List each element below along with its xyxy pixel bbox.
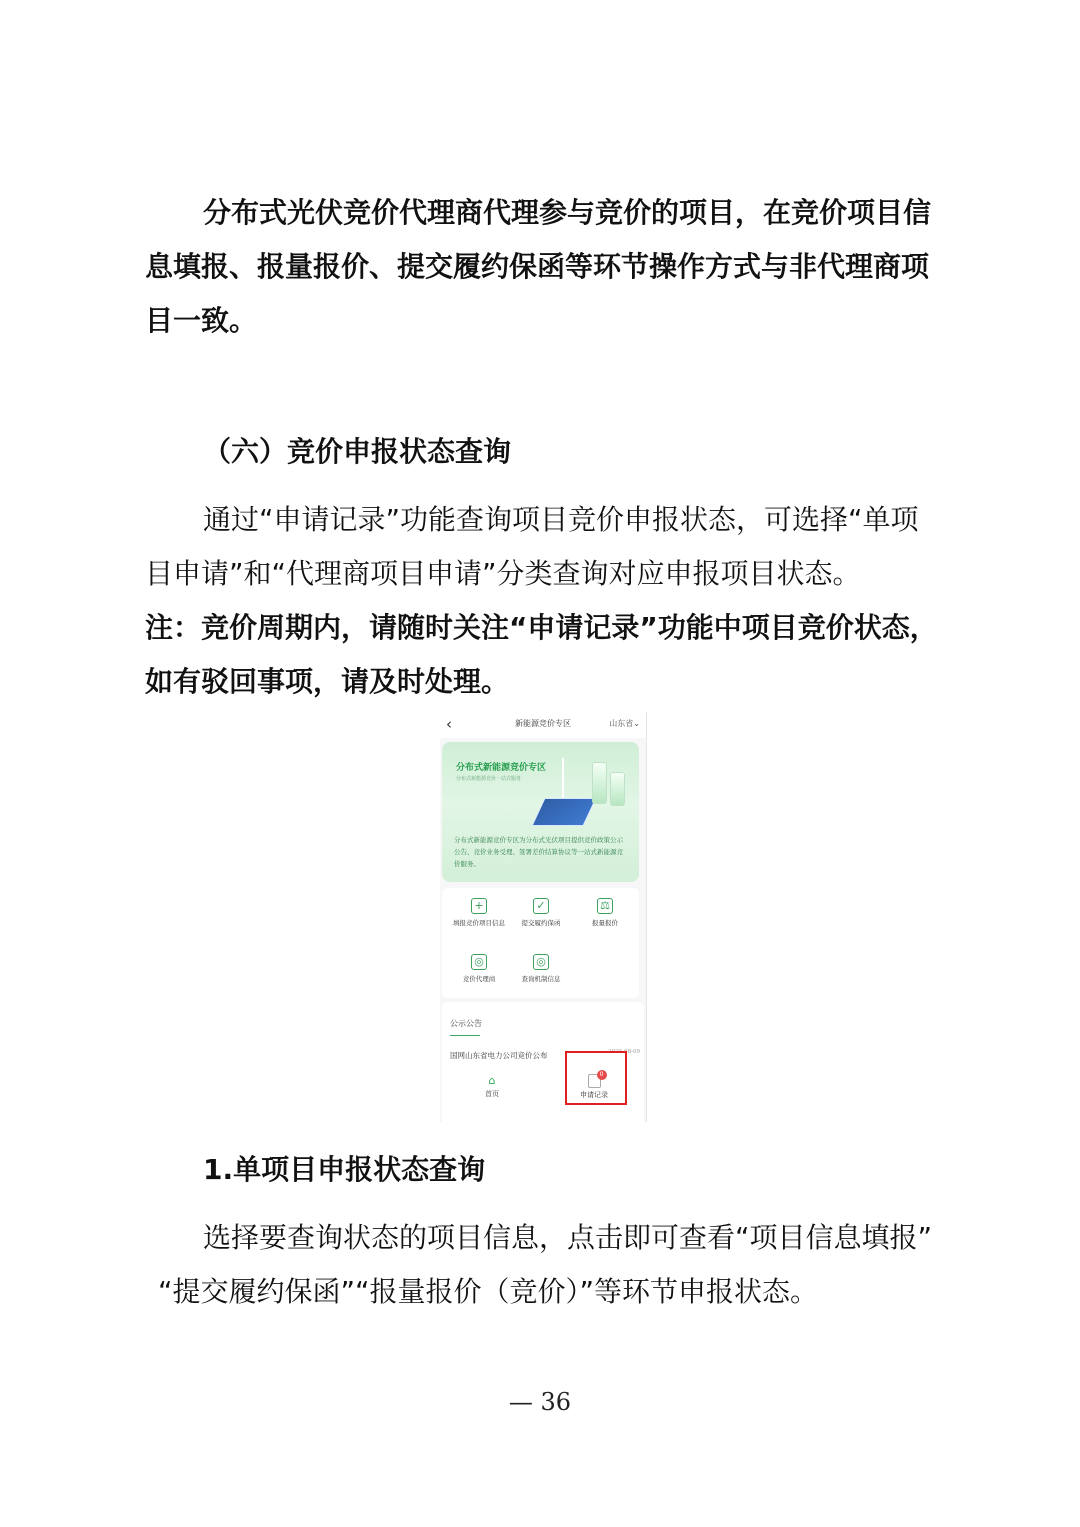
gavel-icon: ⚖ <box>597 898 613 914</box>
banner-title: 分布式新能源竞价专区 <box>456 763 547 773</box>
subsection-body-line2: “提交履约保函”“报量报价（竞价）”等环节申报状态。 <box>158 1275 819 1308</box>
notice-underline <box>450 1035 480 1036</box>
app-title: 新能源竞价专区 <box>515 719 571 728</box>
menu-query-mechanism[interactable]: ◎ 查询机制信息 <box>521 955 561 983</box>
page-number: — 36 <box>508 1388 572 1416</box>
agent-icon: ◎ <box>471 954 487 970</box>
notice-title: 公示公告 <box>450 1019 482 1028</box>
tab-records[interactable]: 0 申请记录 <box>580 1071 608 1099</box>
banner-subtitle: 分布式新能源竞价一站式服务 <box>456 776 522 782</box>
menu-fill-project-info[interactable]: + 填报竞价项目信息 <box>453 899 505 927</box>
intro-paragraph: 分布式光伏竞价代理商代理参与竞价的项目，在竞价项目信息填报、报量报价、提交履约保函等环节操作方式与非代理商项目一致。 <box>145 196 932 337</box>
form-icon: + <box>471 898 487 914</box>
document-check-icon: ✓ <box>533 898 549 914</box>
banner-description: 分布式新能源竞价专区为分布式光伏项目提供竞价政策公示公告、竞价业务受理、签署差价结算协议等一站式新能源竞价服务。 <box>454 836 623 868</box>
app-top-bar <box>440 712 646 738</box>
service-menu <box>442 888 639 998</box>
section-body: 通过“申请记录”功能查询项目竞价申报状态，可选择“单项目申请”和“代理商项目申请”分类查询对应申报项目状态。 <box>145 503 919 590</box>
notice-item[interactable]: 国网山东省电力公司竞价公布 <box>450 1051 548 1060</box>
menu-quote-price[interactable]: ⚖ 报量报价 <box>592 899 618 927</box>
note-paragraph: 注：竞价周期内，请随时关注“申请记录”功能中项目竞价状态，如有驳回事项，请及时处理。 <box>145 611 938 698</box>
region-selector[interactable]: 山东省⌄ <box>609 719 640 728</box>
menu-submit-guarantee[interactable]: ✓ 提交履约保函 <box>521 899 561 927</box>
subsection-heading: 1.单项目申报状态查询 <box>203 1153 486 1186</box>
section-heading: （六）竞价申报状态查询 <box>203 435 512 468</box>
battery-icon <box>592 762 607 804</box>
battery-icon <box>610 772 625 806</box>
wind-turbine-icon <box>562 758 564 798</box>
tab-home[interactable]: ⌂ 首页 <box>462 1074 522 1099</box>
notification-badge: 0 <box>597 1070 607 1080</box>
back-arrow-icon[interactable]: ‹ <box>446 715 452 733</box>
mechanism-icon: ◎ <box>533 954 549 970</box>
records-highlight-box <box>565 1051 627 1105</box>
notice-date: 2025-08-09 <box>608 1049 640 1055</box>
banner <box>442 742 639 882</box>
menu-bidding-agent[interactable]: ◎ 竞价代理商 <box>462 955 496 983</box>
home-icon: ⌂ <box>488 1074 496 1087</box>
subsection-body-line1: 选择要查询状态的项目信息，点击即可查看“项目信息填报” <box>203 1221 933 1254</box>
solar-panel-icon <box>531 798 596 826</box>
